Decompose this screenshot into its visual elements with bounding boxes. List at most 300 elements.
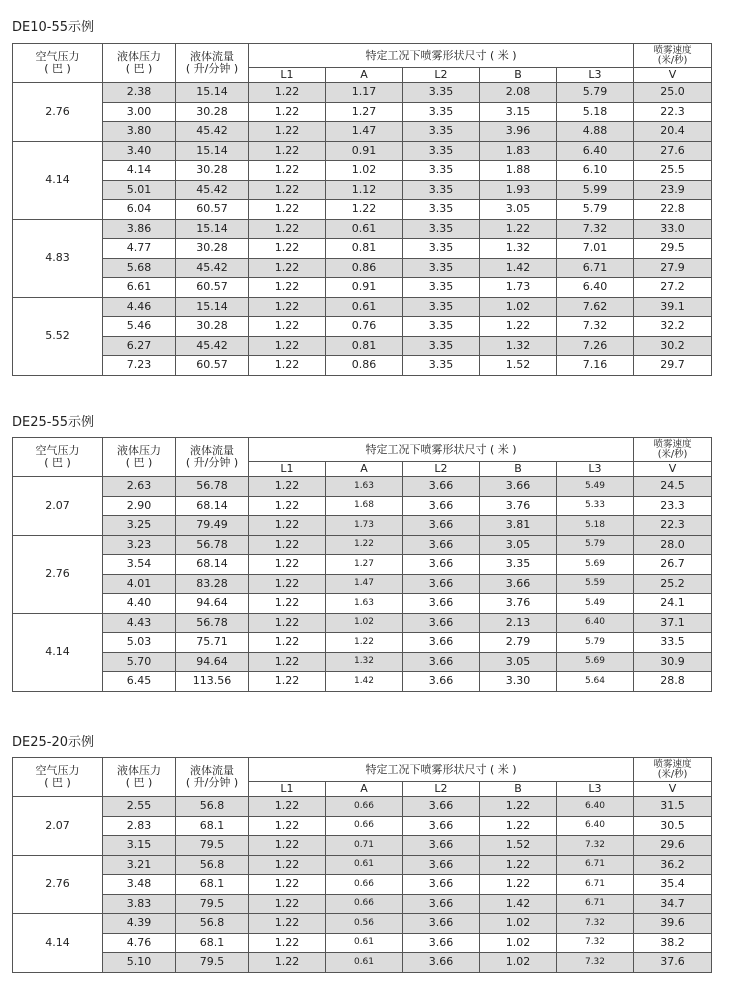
data-cell: 30.28 <box>176 161 249 181</box>
data-cell: 28.8 <box>634 672 712 692</box>
column-header: L1 <box>249 68 326 83</box>
data-cell: 1.02 <box>480 297 557 317</box>
data-cell: 22.8 <box>634 200 712 220</box>
data-cell: 5.79 <box>557 535 634 555</box>
data-cell: 3.48 <box>103 875 176 895</box>
data-cell: 4.40 <box>103 594 176 614</box>
air-pressure-cell: 2.07 <box>13 797 103 856</box>
table-row <box>13 836 712 856</box>
data-cell: 5.59 <box>557 574 634 594</box>
data-cell: 45.42 <box>176 122 249 142</box>
data-cell: 1.22 <box>249 516 326 536</box>
data-cell: 5.79 <box>557 83 634 103</box>
data-cell: 0.71 <box>326 836 403 856</box>
data-cell: 79.5 <box>176 953 249 973</box>
liquid-pressure-header <box>103 438 176 477</box>
data-cell: 3.00 <box>103 102 176 122</box>
data-cell: 3.25 <box>103 516 176 536</box>
data-cell: 22.3 <box>634 102 712 122</box>
data-cell: 94.64 <box>176 652 249 672</box>
data-cell: 1.22 <box>249 914 326 934</box>
data-cell: 3.66 <box>403 594 480 614</box>
data-cell: 56.8 <box>176 855 249 875</box>
data-cell: 7.32 <box>557 219 634 239</box>
data-cell: 3.66 <box>403 797 480 817</box>
data-cell: 1.22 <box>249 594 326 614</box>
data-cell: 3.35 <box>403 336 480 356</box>
data-cell: 5.46 <box>103 317 176 337</box>
data-cell: 1.22 <box>326 633 403 653</box>
data-cell: 4.43 <box>103 613 176 633</box>
data-cell: 1.22 <box>480 317 557 337</box>
data-cell: 1.22 <box>249 356 326 376</box>
table-row <box>13 633 712 653</box>
data-cell: 25.2 <box>634 574 712 594</box>
data-cell: 2.13 <box>480 613 557 633</box>
data-cell: 6.40 <box>557 816 634 836</box>
data-cell: 3.35 <box>403 356 480 376</box>
column-header: B <box>480 462 557 477</box>
data-cell: 5.10 <box>103 953 176 973</box>
data-cell: 3.35 <box>403 102 480 122</box>
data-cell: 1.02 <box>326 161 403 181</box>
data-cell: 3.66 <box>403 574 480 594</box>
data-cell: 3.66 <box>403 855 480 875</box>
data-cell: 30.2 <box>634 336 712 356</box>
table-row <box>13 496 712 516</box>
spray-size-header: 特定工况下喷雾形状尺寸 ( 米 ) <box>249 44 634 68</box>
data-cell: 1.68 <box>326 496 403 516</box>
data-cell: 5.69 <box>557 652 634 672</box>
data-cell: 1.32 <box>480 336 557 356</box>
column-header: L3 <box>557 462 634 477</box>
data-cell: 3.66 <box>403 894 480 914</box>
data-cell: 1.22 <box>480 797 557 817</box>
data-cell: 27.6 <box>634 141 712 161</box>
data-cell: 15.14 <box>176 297 249 317</box>
data-cell: 7.32 <box>557 914 634 934</box>
air-pressure-cell: 4.14 <box>13 914 103 973</box>
data-cell: 56.78 <box>176 477 249 497</box>
column-header: L3 <box>557 782 634 797</box>
data-cell: 23.9 <box>634 180 712 200</box>
liquid-flow-header-unit: ( 升/分钟 ) <box>185 456 239 469</box>
data-cell: 3.66 <box>403 633 480 653</box>
column-header: B <box>480 782 557 797</box>
data-cell: 1.32 <box>480 239 557 259</box>
liquid-flow-header-unit: ( 升/分钟 ) <box>185 62 239 75</box>
data-cell: 3.35 <box>403 83 480 103</box>
table-row <box>13 594 712 614</box>
section-title: DE25-55示例 <box>12 415 94 430</box>
data-cell: 1.93 <box>480 180 557 200</box>
data-cell: 3.66 <box>403 672 480 692</box>
spray-size-header: 特定工况下喷雾形状尺寸 ( 米 ) <box>249 758 634 782</box>
data-cell: 56.78 <box>176 535 249 555</box>
liquid-pressure-header <box>103 758 176 797</box>
data-cell: 83.28 <box>176 574 249 594</box>
table-row <box>13 356 712 376</box>
data-cell: 5.68 <box>103 258 176 278</box>
data-cell: 3.66 <box>403 953 480 973</box>
data-cell: 1.83 <box>480 141 557 161</box>
data-cell: 32.2 <box>634 317 712 337</box>
liquid-pressure-header-unit: ( 巴 ) <box>125 776 153 789</box>
data-cell: 1.22 <box>480 219 557 239</box>
data-cell: 6.04 <box>103 200 176 220</box>
data-cell: 3.15 <box>480 102 557 122</box>
data-cell: 45.42 <box>176 180 249 200</box>
data-cell: 31.5 <box>634 797 712 817</box>
data-cell: 3.66 <box>480 574 557 594</box>
data-cell: 2.63 <box>103 477 176 497</box>
table-row <box>13 797 712 817</box>
table-row <box>13 336 712 356</box>
data-cell: 3.23 <box>103 535 176 555</box>
liquid-flow-header-label: 液体流量 <box>190 50 234 64</box>
air-pressure-header <box>13 44 103 83</box>
data-cell: 2.08 <box>480 83 557 103</box>
spray-speed-unit: (米/秒) <box>657 768 688 780</box>
data-cell: 1.02 <box>480 914 557 934</box>
data-cell: 27.2 <box>634 278 712 298</box>
data-cell: 1.22 <box>249 278 326 298</box>
data-cell: 1.02 <box>480 953 557 973</box>
air-pressure-cell: 5.52 <box>13 297 103 375</box>
data-cell: 1.52 <box>480 836 557 856</box>
data-cell: 68.14 <box>176 496 249 516</box>
data-cell: 56.8 <box>176 797 249 817</box>
data-cell: 3.35 <box>403 297 480 317</box>
data-cell: 1.17 <box>326 83 403 103</box>
data-cell: 3.66 <box>403 516 480 536</box>
liquid-flow-header <box>176 44 249 83</box>
data-cell: 1.22 <box>480 875 557 895</box>
data-cell: 3.21 <box>103 855 176 875</box>
data-cell: 0.76 <box>326 317 403 337</box>
data-cell: 0.66 <box>326 816 403 836</box>
data-cell: 3.66 <box>403 555 480 575</box>
data-cell: 37.6 <box>634 953 712 973</box>
table-row <box>13 180 712 200</box>
liquid-pressure-header-label: 液体压力 <box>117 764 161 778</box>
data-cell: 0.91 <box>326 141 403 161</box>
liquid-flow-header <box>176 438 249 477</box>
air-pressure-cell: 2.07 <box>13 477 103 536</box>
data-cell: 94.64 <box>176 594 249 614</box>
data-cell: 6.40 <box>557 797 634 817</box>
data-cell: 1.22 <box>249 258 326 278</box>
data-cell: 1.63 <box>326 477 403 497</box>
air-pressure-cell: 4.83 <box>13 219 103 297</box>
data-cell: 1.27 <box>326 555 403 575</box>
data-cell: 26.7 <box>634 555 712 575</box>
data-cell: 6.40 <box>557 613 634 633</box>
data-cell: 1.22 <box>249 875 326 895</box>
data-cell: 3.54 <box>103 555 176 575</box>
table-row <box>13 161 712 181</box>
data-cell: 1.22 <box>249 496 326 516</box>
column-header: L2 <box>403 782 480 797</box>
data-cell: 0.66 <box>326 875 403 895</box>
data-cell: 3.35 <box>403 317 480 337</box>
table-row <box>13 200 712 220</box>
table-row <box>13 914 712 934</box>
data-cell: 0.91 <box>326 278 403 298</box>
data-cell: 79.5 <box>176 836 249 856</box>
data-cell: 3.66 <box>403 875 480 895</box>
table-row <box>13 219 712 239</box>
data-cell: 6.10 <box>557 161 634 181</box>
data-cell: 3.05 <box>480 652 557 672</box>
data-cell: 3.35 <box>403 239 480 259</box>
table-row <box>13 875 712 895</box>
data-cell: 5.49 <box>557 477 634 497</box>
data-cell: 1.42 <box>480 258 557 278</box>
table-row <box>13 516 712 536</box>
data-cell: 15.14 <box>176 141 249 161</box>
data-cell: 1.22 <box>249 180 326 200</box>
data-cell: 5.18 <box>557 516 634 536</box>
data-cell: 1.47 <box>326 574 403 594</box>
data-cell: 1.22 <box>249 200 326 220</box>
table-row <box>13 574 712 594</box>
table-row <box>13 652 712 672</box>
air-pressure-cell: 2.76 <box>13 83 103 142</box>
data-cell: 3.35 <box>480 555 557 575</box>
data-cell: 3.96 <box>480 122 557 142</box>
data-cell: 1.22 <box>249 953 326 973</box>
data-cell: 68.1 <box>176 816 249 836</box>
data-cell: 6.71 <box>557 258 634 278</box>
data-cell: 3.66 <box>403 914 480 934</box>
data-cell: 2.83 <box>103 816 176 836</box>
liquid-flow-header-label: 液体流量 <box>190 444 234 458</box>
data-cell: 3.80 <box>103 122 176 142</box>
air-pressure-cell: 2.76 <box>13 855 103 914</box>
data-cell: 3.35 <box>403 122 480 142</box>
data-cell: 1.22 <box>249 894 326 914</box>
column-header: V <box>634 782 712 797</box>
data-cell: 1.22 <box>249 672 326 692</box>
data-cell: 29.5 <box>634 239 712 259</box>
air-pressure-cell: 4.14 <box>13 613 103 691</box>
data-cell: 3.35 <box>403 258 480 278</box>
data-cell: 1.22 <box>326 535 403 555</box>
data-cell: 2.55 <box>103 797 176 817</box>
data-cell: 1.22 <box>249 239 326 259</box>
column-header: L1 <box>249 462 326 477</box>
data-cell: 25.0 <box>634 83 712 103</box>
data-cell: 1.22 <box>249 535 326 555</box>
data-cell: 1.22 <box>249 797 326 817</box>
data-cell: 3.76 <box>480 496 557 516</box>
data-cell: 1.22 <box>249 161 326 181</box>
data-cell: 79.49 <box>176 516 249 536</box>
spray-speed-unit: (米/秒) <box>657 448 688 460</box>
air-pressure-cell: 2.76 <box>13 535 103 613</box>
liquid-flow-header-unit: ( 升/分钟 ) <box>185 776 239 789</box>
data-cell: 3.81 <box>480 516 557 536</box>
data-cell: 2.38 <box>103 83 176 103</box>
spray-speed-label: 喷雾速度 <box>653 44 692 56</box>
data-cell: 3.30 <box>480 672 557 692</box>
data-cell: 7.32 <box>557 317 634 337</box>
liquid-pressure-header-label: 液体压力 <box>117 50 161 64</box>
data-cell: 7.16 <box>557 356 634 376</box>
data-cell: 0.66 <box>326 797 403 817</box>
data-cell: 1.73 <box>326 516 403 536</box>
data-cell: 3.66 <box>403 816 480 836</box>
data-cell: 6.61 <box>103 278 176 298</box>
data-cell: 24.1 <box>634 594 712 614</box>
column-header: L1 <box>249 782 326 797</box>
data-cell: 4.76 <box>103 933 176 953</box>
data-cell: 5.64 <box>557 672 634 692</box>
data-cell: 1.22 <box>249 122 326 142</box>
data-cell: 6.27 <box>103 336 176 356</box>
data-cell: 4.39 <box>103 914 176 934</box>
data-cell: 3.66 <box>403 933 480 953</box>
data-cell: 6.71 <box>557 894 634 914</box>
data-cell: 30.9 <box>634 652 712 672</box>
data-cell: 33.5 <box>634 633 712 653</box>
table-row <box>13 894 712 914</box>
data-cell: 5.01 <box>103 180 176 200</box>
column-header: V <box>634 462 712 477</box>
column-header: B <box>480 68 557 83</box>
data-cell: 3.05 <box>480 200 557 220</box>
data-cell: 1.42 <box>326 672 403 692</box>
data-cell: 20.4 <box>634 122 712 142</box>
data-cell: 1.02 <box>480 933 557 953</box>
table-row <box>13 122 712 142</box>
liquid-flow-header-label: 液体流量 <box>190 764 234 778</box>
table-row <box>13 317 712 337</box>
data-cell: 1.22 <box>326 200 403 220</box>
table-row <box>13 555 712 575</box>
spray-data-table <box>12 43 712 376</box>
data-cell: 68.1 <box>176 875 249 895</box>
data-cell: 1.22 <box>249 83 326 103</box>
column-header: L2 <box>403 68 480 83</box>
data-cell: 0.56 <box>326 914 403 934</box>
table-row <box>13 672 712 692</box>
data-cell: 1.32 <box>326 652 403 672</box>
data-cell: 38.2 <box>634 933 712 953</box>
data-cell: 3.35 <box>403 161 480 181</box>
data-cell: 22.3 <box>634 516 712 536</box>
data-cell: 3.15 <box>103 836 176 856</box>
data-cell: 5.49 <box>557 594 634 614</box>
data-cell: 60.57 <box>176 356 249 376</box>
data-cell: 30.28 <box>176 239 249 259</box>
data-cell: 3.66 <box>403 477 480 497</box>
data-cell: 15.14 <box>176 83 249 103</box>
data-cell: 56.8 <box>176 914 249 934</box>
data-cell: 4.14 <box>103 161 176 181</box>
table-row <box>13 613 712 633</box>
air-pressure-header <box>13 758 103 797</box>
data-cell: 3.35 <box>403 278 480 298</box>
data-cell: 1.42 <box>480 894 557 914</box>
data-cell: 5.99 <box>557 180 634 200</box>
data-cell: 39.6 <box>634 914 712 934</box>
data-cell: 3.05 <box>480 535 557 555</box>
data-cell: 1.22 <box>249 317 326 337</box>
data-cell: 68.1 <box>176 933 249 953</box>
data-cell: 0.61 <box>326 953 403 973</box>
data-cell: 37.1 <box>634 613 712 633</box>
data-cell: 7.23 <box>103 356 176 376</box>
data-cell: 7.26 <box>557 336 634 356</box>
data-cell: 1.22 <box>249 933 326 953</box>
data-cell: 0.61 <box>326 855 403 875</box>
spray-data-table <box>12 437 712 692</box>
data-cell: 113.56 <box>176 672 249 692</box>
data-cell: 1.22 <box>249 336 326 356</box>
data-cell: 1.12 <box>326 180 403 200</box>
spray-speed-unit: (米/秒) <box>657 54 688 66</box>
data-cell: 6.40 <box>557 278 634 298</box>
data-cell: 33.0 <box>634 219 712 239</box>
data-cell: 0.61 <box>326 297 403 317</box>
table-row <box>13 816 712 836</box>
column-header: V <box>634 68 712 83</box>
table-row <box>13 933 712 953</box>
data-cell: 5.69 <box>557 555 634 575</box>
air-pressure-cell: 4.14 <box>13 141 103 219</box>
table-row <box>13 297 712 317</box>
liquid-pressure-header-label: 液体压力 <box>117 444 161 458</box>
data-cell: 3.35 <box>403 200 480 220</box>
data-cell: 1.22 <box>249 297 326 317</box>
data-cell: 3.66 <box>403 652 480 672</box>
spray-data-table <box>12 757 712 973</box>
table-row <box>13 953 712 973</box>
table-row <box>13 141 712 161</box>
data-cell: 6.71 <box>557 875 634 895</box>
data-cell: 1.22 <box>249 836 326 856</box>
data-cell: 5.33 <box>557 496 634 516</box>
data-cell: 30.5 <box>634 816 712 836</box>
data-cell: 6.71 <box>557 855 634 875</box>
data-cell: 5.79 <box>557 633 634 653</box>
data-cell: 3.66 <box>403 496 480 516</box>
data-cell: 3.66 <box>403 613 480 633</box>
column-header: A <box>326 462 403 477</box>
data-cell: 7.62 <box>557 297 634 317</box>
data-cell: 7.32 <box>557 933 634 953</box>
data-cell: 0.81 <box>326 239 403 259</box>
data-cell: 1.22 <box>249 102 326 122</box>
data-cell: 0.81 <box>326 336 403 356</box>
data-cell: 5.03 <box>103 633 176 653</box>
data-cell: 1.22 <box>480 816 557 836</box>
data-cell: 35.4 <box>634 875 712 895</box>
data-cell: 1.22 <box>249 574 326 594</box>
data-cell: 1.22 <box>249 613 326 633</box>
table-row <box>13 855 712 875</box>
data-cell: 1.73 <box>480 278 557 298</box>
air-pressure-header-label: 空气压力 <box>35 444 80 458</box>
data-cell: 6.40 <box>557 141 634 161</box>
data-cell: 0.66 <box>326 894 403 914</box>
air-pressure-header-label: 空气压力 <box>35 764 80 778</box>
data-cell: 39.1 <box>634 297 712 317</box>
data-cell: 3.83 <box>103 894 176 914</box>
column-header: L2 <box>403 462 480 477</box>
